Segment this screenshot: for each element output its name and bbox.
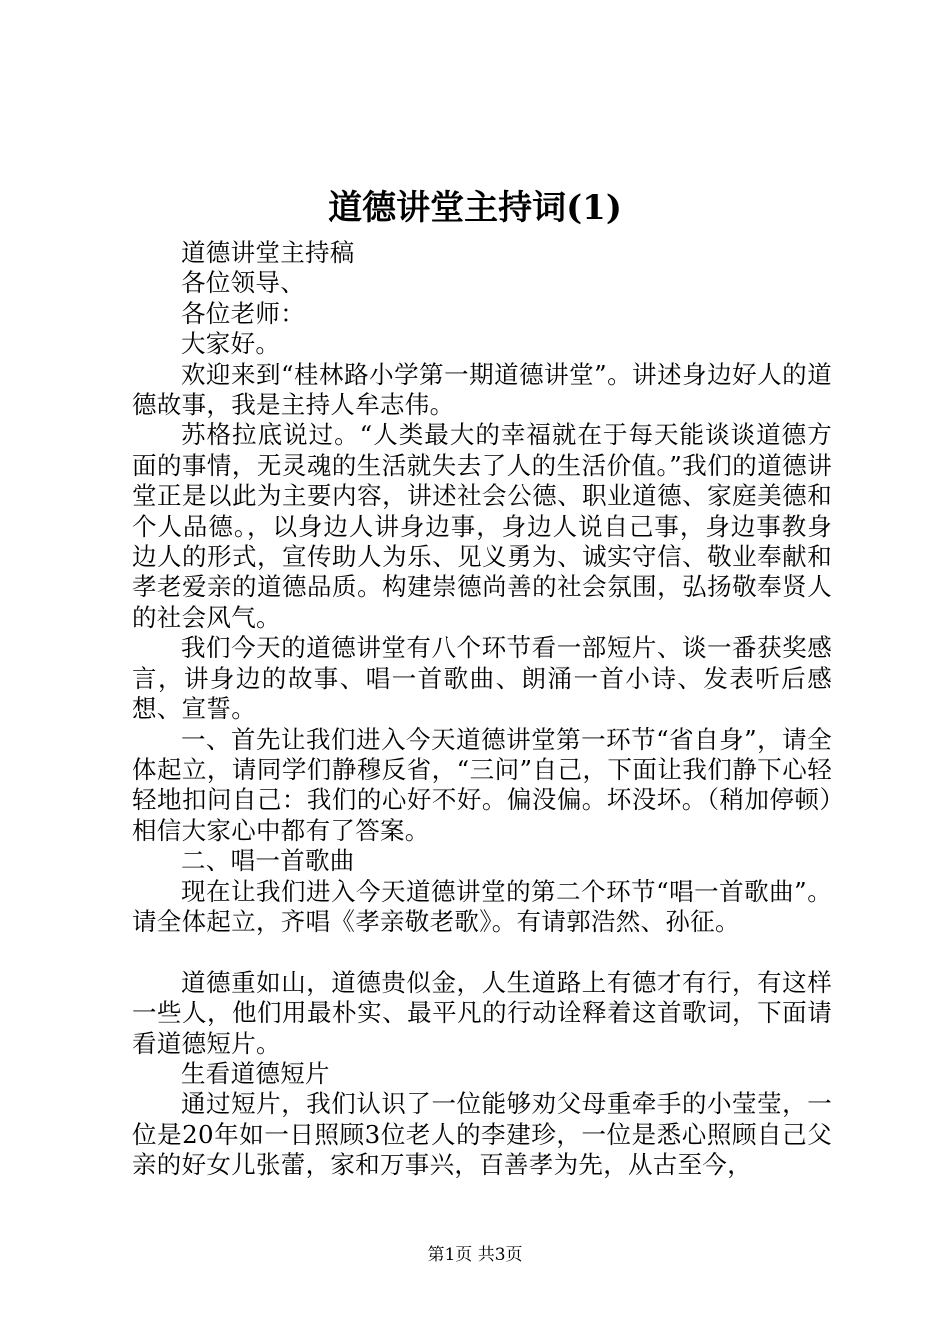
paragraph-socrates: 苏格拉底说过。“人类最大的幸福就在于每天能谈谈道德方面的事情，无灵魂的生活就失去了人的生活价值。”我们的道德讲堂正是以此为主要内容，讲述社会公德、职业道德、家庭美德和个人品德。，以身边人讲身边事，身边人说自己事，身边事教身边人的形式，宣传助人为乐、见义勇为、诚实守信、敬业奉献和孝老爱亲的道德品质。构建崇德尚善的社会氛围，弘扬敬奉贤人的社会风气。: [132, 420, 832, 632]
paragraph-watch-film: 生看道德短片: [181, 1058, 330, 1088]
paragraph-hello: 大家好。: [181, 329, 281, 359]
paragraph-step-two-heading: 二、唱一首歌曲: [181, 846, 355, 876]
page-footer: 第1页 共3页: [427, 1245, 523, 1265]
paragraph-morality: 道德重如山，道德贵似金，人生道路上有德才有行，有这样一些人，他们用最朴实、最平凡的行动诠释着这首歌词，下面请看道德短片。: [132, 967, 832, 1058]
paragraph-step-two: 现在让我们进入今天道德讲堂的第二个环节“唱一首歌曲”。请全体起立，齐唱《孝亲敬老歌》。有请郭浩然、孙征。: [132, 876, 832, 936]
blank-line: [132, 937, 832, 967]
paragraph-welcome: 欢迎来到“桂林路小学第一期道德讲堂”。讲述身边好人的道德故事，我是主持人牟志伟。: [132, 359, 832, 420]
paragraph-step-one: 一、首先让我们进入今天道德讲堂第一环节“省自身”，请全体起立，请同学们静穆反省，“三问”自己，下面让我们静下心轻轻地扣问自己：我们的心好不好。偏没偏。坏没坏。（稍加停顿）相信大家心中都有了答案。: [132, 724, 832, 845]
paragraph-film-summary: 通过短片，我们认识了一位能够劝父母重牵手的小莹莹，一位是20年如一日照顾3位老人的李建珍，一位是悉心照顾自己父亲的好女儿张蕾，家和万事兴，百善孝为先，从古至今，: [132, 1089, 832, 1180]
paragraph-heading: 道德讲堂主持稿: [181, 238, 355, 267]
paragraph-eight-steps: 我们今天的道德讲堂有八个环节看一部短片、谈一番获奖感言，讲身边的故事、唱一首歌曲、朗涌一首小诗、发表听后感想、宣誓。: [132, 633, 832, 724]
document-title: 道德讲堂主持词(1): [328, 188, 622, 228]
paragraph-greeting-teachers: 各位老师：: [181, 298, 305, 328]
paragraph-greeting-leaders: 各位领导、: [181, 268, 305, 298]
document-body: [132, 238, 832, 1181]
